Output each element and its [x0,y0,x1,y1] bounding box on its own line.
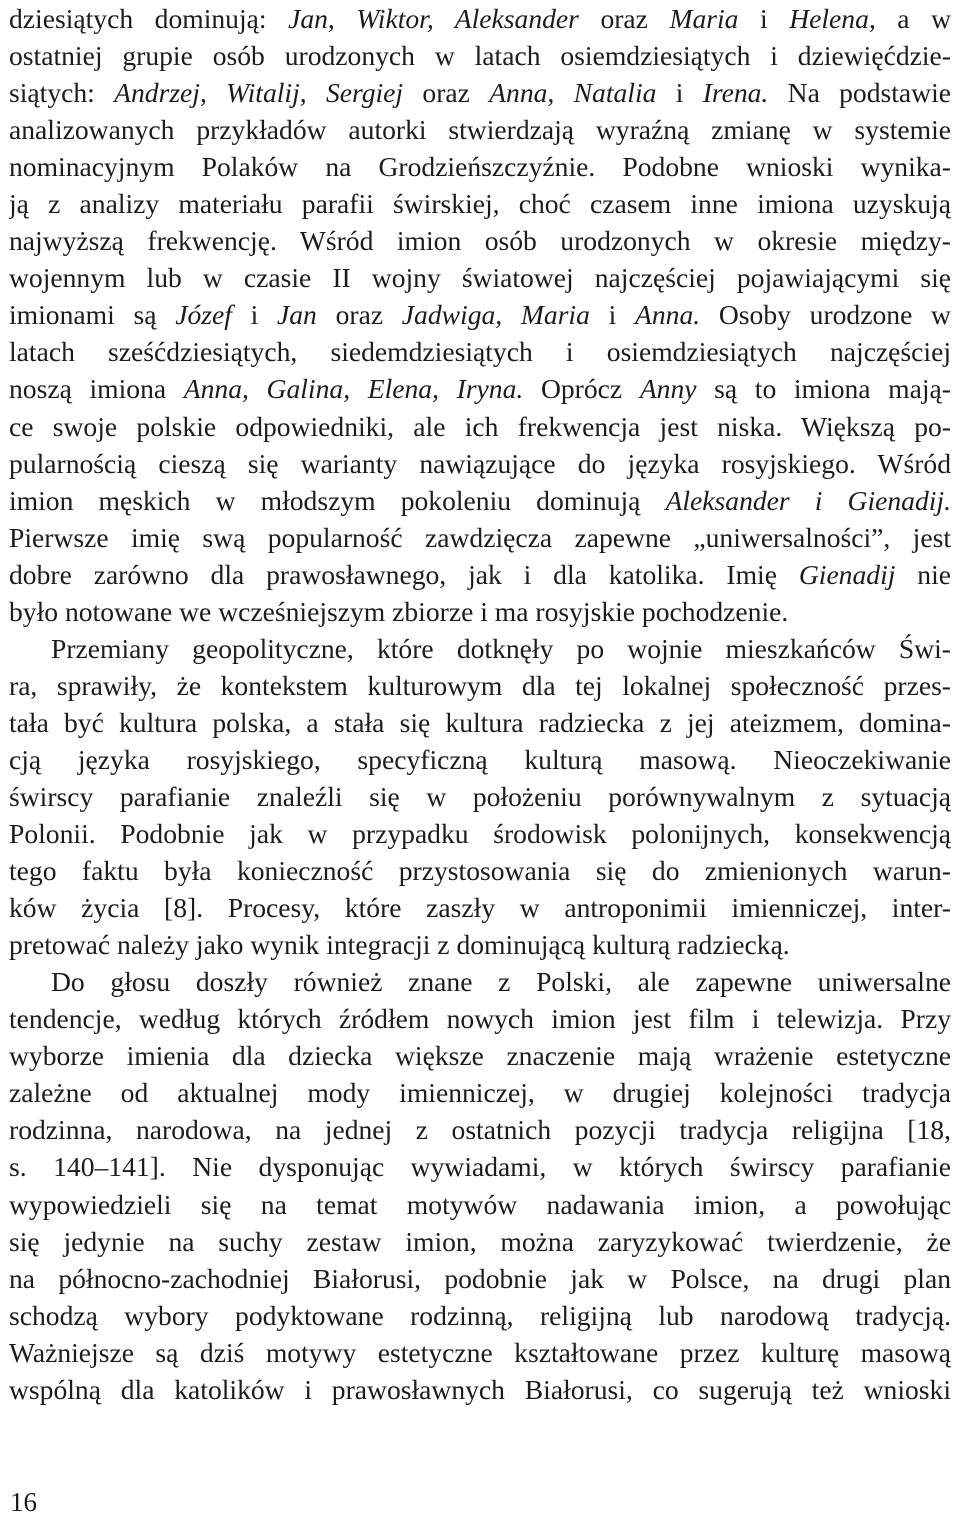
text-line [9,852,951,889]
text-run: Polonii. Podobnie jak w przypadku środowisk polonijnych, konsekwencją [9,818,951,850]
text-line [9,1223,951,1260]
text-run: dziesiątych dominują: [9,3,289,34]
text-run: tego faktu była konieczność przystosowania się do zmienionych warun- [9,855,951,887]
text-run: tała być kultura polska, a stała się kultura radziecka z jej ateizmem, domina- [9,706,951,738]
italic-name: Aleksander i Gienadij. [665,484,951,516]
text-line [9,296,951,333]
text-run: oraz [403,77,490,109]
text-run: i [589,299,635,331]
text-run: zależne od aktualnej mody imienniczej, w drugiej kolejności tradycja [9,1077,951,1109]
paragraph [9,963,951,1408]
text-run: i [231,299,278,331]
text-run: Do głosu doszły również znane z Polski, ale zapewne uniwersalne [51,966,951,998]
text-line [9,445,951,482]
text-run: analizowanych przykładów autorki stwierdzają wyraźną zmianę w systemie [9,114,951,146]
text-run: schodzą wybory podyktowane rodzinną, religijną lub narodową tradycją. [9,1299,951,1331]
text-run: Oprócz [523,373,640,405]
italic-name: Maria [669,3,739,34]
text-run: nie [895,558,951,590]
italic-name: Anna. [635,299,701,331]
text-run: nominacyjnym Polaków na Grodzieńszczyźnie. Podobne wnioski wynika- [9,151,951,183]
paragraph [9,630,951,963]
text-run: Ważniejsze są dziś motywy estetyczne kształtowane przez kulturę masową [9,1336,951,1368]
text-line [9,593,951,630]
text-line [9,333,951,370]
text-line [9,37,951,74]
text-line [9,1297,951,1334]
text-run: wyborze imienia dla dziecka większe znaczenie mają wrażenie estetyczne [9,1040,951,1072]
italic-name: Gienadij [798,558,896,590]
text-line [9,1260,951,1297]
text-run: oraz [316,299,402,331]
italic-name: Anna, Galina, Elena, Iryna. [183,373,524,405]
text-run: i [656,77,703,109]
text-line [9,963,951,1000]
text-run: cją języka rosyjskiego, specyficzną kulturą masową. Nieoczekiwanie [9,743,951,775]
italic-name: Józef [175,299,232,331]
text-run: s. 140–141]. Nie dysponując wywiadami, w których świrscy parafianie [9,1151,951,1183]
text-line [9,889,951,926]
text-line [9,1334,951,1371]
text-line [9,222,951,259]
text-line [9,630,951,667]
italic-name: Jadwiga, Maria [401,299,590,331]
text-line [9,0,951,37]
text-run: najwyższą frekwencję. Wśród imion osób urodzonych w okresie między- [9,225,951,257]
italic-name: Anny [639,373,697,405]
text-run: Przemiany geopolityczne, które dotknęły po wojnie mieszkańców Świ- [51,632,951,664]
text-line [9,741,951,778]
italic-name: Irena. [702,77,769,109]
text-run: imion męskich w młodszym pokoleniu dominują [9,484,666,516]
text-run: noszą imiona [9,373,184,405]
text-run: wspólną dla katolików i prawosławnych Białorusi, co sugerują też wnioski [9,1373,951,1405]
text-run: Osoby urodzone w [700,299,951,331]
text-run: Pierwsze imię swą popularność zawdzięcza zapewne „uniwersalności”, jest [9,521,951,553]
text-run: i [738,3,790,34]
page-body [9,0,951,1408]
text-line [9,1148,951,1185]
text-run: na północno-zachodniej Białorusi, podobnie jak w Polsce, na drugi plan [9,1262,951,1294]
italic-name: Anna, Natalia [489,77,657,109]
text-line [9,778,951,815]
italic-name: Andrzej, Witalij, Sergiej [114,77,404,109]
text-run: ostatniej grupie osób urodzonych w latach osiemdziesiątych i dziewięćdzie- [9,40,951,72]
text-line [9,482,951,519]
text-line [9,259,951,296]
text-line [9,556,951,593]
text-run: a w [875,3,951,34]
text-line [9,815,951,852]
text-run: Na podstawie [768,77,951,109]
text-run: wojennym lub w czasie II wojny światowej najczęściej pojawiającymi się [9,262,951,294]
text-run: rodzinna, narodowa, na jednej z ostatnich pozycji tradycja religijna [18, [9,1114,951,1146]
text-run: ków życia [8]. Procesy, które zaszły w antroponimii imienniczej, inter- [9,892,951,924]
text-line [9,1371,951,1408]
text-run: są to imiona mają- [696,373,951,405]
page-number: 16 [10,1487,37,1517]
text-run: pularnością cieszą się warianty nawiązujące do języka rosyjskiego. Wśród [9,447,951,479]
text-line [9,1074,951,1111]
italic-name: Helena, [789,3,876,34]
text-line [9,185,951,222]
text-run: ce swoje polskie odpowiedniki, ale ich frekwencja jest niska. Większą po- [9,410,951,442]
text-run: świrscy parafianie znaleźli się w położeniu porównywalnym z sytuacją [9,780,951,812]
text-run: latach sześćdziesiątych, siedemdziesiątych i osiemdziesiątych najczęściej [9,336,951,368]
text-line [9,111,951,148]
text-run: siątych: [9,77,115,109]
text-line [9,667,951,704]
text-line [9,519,951,556]
text-run: się jedynie na suchy zestaw imion, można zaryzykować twierdzenie, że [9,1225,951,1257]
italic-name: Jan [277,299,317,331]
text-run: pretować należy jako wynik integracji z dominującą kulturą radziecką. [9,929,790,961]
text-line [9,148,951,185]
text-run: ra, sprawiły, że kontekstem kulturowym dla tej lokalnej społeczność przes- [9,669,951,701]
paragraph [9,0,951,630]
text-run: wypowiedzieli się na temat motywów nadawania imion, a powołując [9,1188,951,1220]
text-line [9,704,951,741]
text-line [9,74,951,111]
text-line [9,408,951,445]
text-run: tendencje, według których źródłem nowych imion jest film i telewizja. Przy [9,1003,951,1035]
text-line [9,1186,951,1223]
text-line [9,926,951,963]
text-run: oraz [578,3,670,34]
text-run: dobre zarówno dla prawosławnego, jak i dla katolika. Imię [9,558,799,590]
text-run: ją z analizy materiału parafii świrskiej, choć czasem inne imiona uzyskują [9,188,951,220]
text-line [9,1037,951,1074]
text-line [9,1111,951,1148]
text-line [9,370,951,407]
text-run: było notowane we wcześniejszym zbiorze i ma rosyjskie pochodzenie. [9,595,789,627]
italic-name: Jan, Wiktor, Aleksander [288,3,579,34]
text-line [9,1000,951,1037]
text-run: imionami są [9,299,176,331]
